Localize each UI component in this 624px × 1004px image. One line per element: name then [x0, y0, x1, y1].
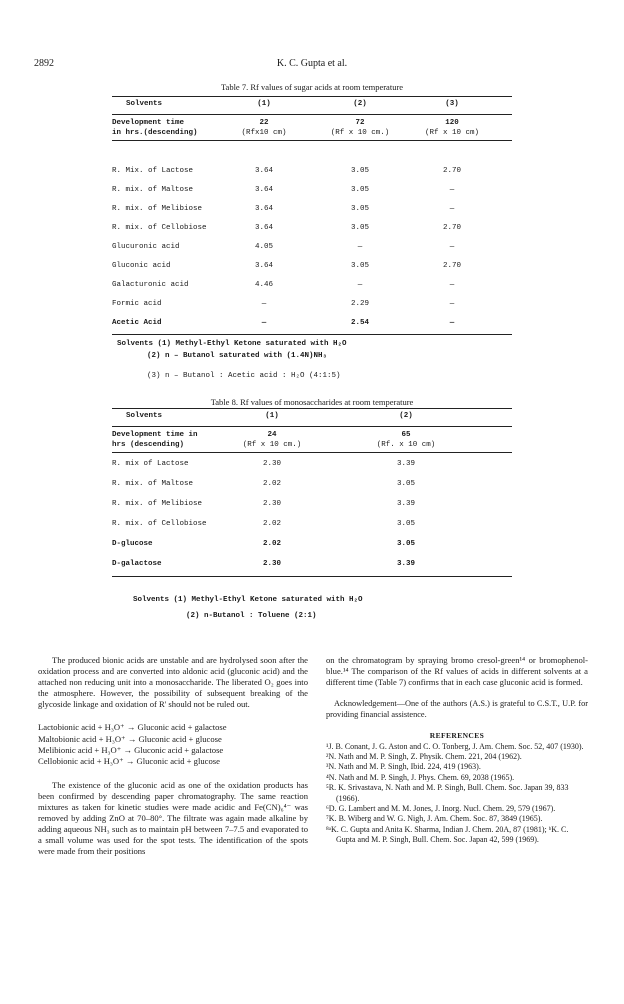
right-column	[326, 655, 588, 846]
acknowledgement: Acknowledgement—One of the authors (A.S.) is grateful to C.S.T., U.P. for providing financial assistence.	[326, 699, 588, 720]
table7-col-3: (3)	[445, 100, 459, 108]
row-value-1: 4.05	[254, 243, 274, 251]
row-value-1: 2.02	[262, 520, 282, 528]
row-value-1: —	[261, 319, 267, 327]
table7-footnote-1: Solvents (1) Methyl-Ethyl Ketone saturated with H₂O	[117, 340, 347, 348]
row-label: R. mix. of Cellobiose	[112, 520, 207, 528]
table7-header-rule	[112, 114, 512, 115]
row-value-2: —	[357, 243, 363, 251]
reference-item: ⁵R. K. Srivastava, N. Nath and M. P. Singh, Bull. Chem. Soc. Japan 39, 833 (1966).	[326, 783, 569, 803]
table7-unit-2: (Rf x 10 cm.)	[330, 129, 390, 137]
table7-top-rule	[112, 96, 512, 97]
table7-dev-label-1: Development time	[112, 119, 185, 127]
table8	[112, 408, 512, 608]
table7-dev-3: 120	[445, 119, 459, 127]
row-value-3: 2.70	[442, 224, 462, 232]
equation-line: Melibionic acid + H₃O⁺ → Gluconic acid + galactose	[38, 744, 224, 755]
table7-dev-rule	[112, 140, 512, 141]
row-value-2: 3.05	[396, 480, 416, 488]
table8-bottom-rule	[112, 576, 512, 577]
running-title: K. C. Gupta et al.	[276, 58, 348, 69]
row-value-2: 3.05	[350, 205, 370, 213]
row-value-3: —	[449, 300, 455, 308]
row-label: R. mix. of Melibiose	[112, 500, 203, 508]
row-value-3: —	[449, 243, 455, 251]
table8-top-rule	[112, 408, 512, 409]
table7-footnote-2: (2) n – Butanol saturated with (1.4N)NH₃	[147, 352, 328, 360]
row-label: Galacturonic acid	[112, 281, 189, 289]
row-value-1: 2.02	[262, 480, 282, 488]
table7-caption: Table 7. Rf values of sugar acids at room temperature	[220, 82, 404, 92]
row-value-3: —	[449, 319, 455, 327]
row-label: R. Mix. of Lactose	[112, 167, 194, 175]
reference-item: ⁶D. G. Lambert and M. M. Jones, J. Inorg. Nucl. Chem. 29, 579 (1967).	[326, 804, 556, 813]
equation-line: Lactobionic acid + H₃O⁺ → Gluconic acid + galactose	[38, 722, 227, 733]
reference-item: ⁴N. Nath and M. P. Singh, J. Phys. Chem. 69, 2038 (1965).	[326, 772, 515, 782]
row-value-1: 2.30	[262, 460, 282, 468]
row-label: D-glucose	[112, 540, 153, 548]
reference-item: ²N. Nath and M. P. Singh, Z. Physik. Chem. 221, 204 (1962).	[326, 751, 522, 761]
table8-header-rule	[112, 426, 512, 427]
table7-bottom-rule	[112, 334, 512, 335]
row-value-3: 2.70	[442, 262, 462, 270]
table8-footnote-2: (2) n-Butanol : Toluene (2:1)	[186, 612, 317, 620]
row-value-2: 3.05	[396, 540, 416, 548]
table8-dev-1: 24	[267, 431, 277, 439]
table8-col-solvents: Solvents	[126, 412, 163, 420]
row-value-1: 2.02	[262, 540, 282, 548]
row-label: Formic acid	[112, 300, 162, 308]
row-value-1: —	[261, 300, 267, 308]
table7-footnote-3: (3) n – Butanol : Acetic acid : H₂O (4:1:5)	[147, 372, 341, 380]
table8-col-1: (1)	[265, 412, 279, 420]
page-number: 2892	[34, 58, 54, 69]
row-label: R. mix. of Maltose	[112, 480, 194, 488]
row-value-1: 3.64	[254, 224, 274, 232]
row-value-2: 2.29	[350, 300, 370, 308]
table7-dev-label-2: in hrs.(descending)	[112, 129, 198, 137]
row-value-1: 3.64	[254, 167, 274, 175]
row-value-1: 3.64	[254, 205, 274, 213]
row-label: Gluconic acid	[112, 262, 171, 270]
left-column	[38, 655, 308, 858]
table7-dev-1: 22	[259, 119, 269, 127]
table8-caption: Table 8. Rf values of monosaccharides at room temperature	[210, 397, 414, 407]
table8-dev-label-2: hrs (descending)	[112, 441, 185, 449]
row-label: R. mix. of Maltose	[112, 186, 194, 194]
table8-unit-1: (Rf x 10 cm.)	[242, 441, 302, 449]
row-label: R. mix. of Cellobiose	[112, 224, 207, 232]
row-label: Acetic Acid	[112, 319, 162, 327]
reference-item: ³N. Nath and M. P. Singh, Ibid. 224, 419 (1963).	[326, 762, 481, 772]
row-value-3: —	[449, 281, 455, 289]
row-value-1: 4.46	[254, 281, 274, 289]
row-value-2: 3.39	[396, 460, 416, 468]
references-heading: REFERENCES	[429, 731, 485, 741]
equation-line: Cellobionic acid + H₃O⁺ → Gluconic acid + glucose	[38, 755, 220, 766]
row-value-2: 3.05	[350, 262, 370, 270]
row-label: R. mix of Lactose	[112, 460, 189, 468]
row-value-2: 3.05	[350, 224, 370, 232]
body-paragraph: on the chromatogram by spraying bromo cresol-green¹⁴ or bromophenol-blue.¹⁴ The comparison of the Rf values of acids in different solvents at a different time (Table 7) confirms that in each case gluconic acid is formed.	[326, 655, 588, 688]
row-value-2: 3.05	[350, 167, 370, 175]
table7-dev-2: 72	[355, 119, 365, 127]
table8-dev-2: 65	[401, 431, 411, 439]
row-value-2: 3.39	[396, 500, 416, 508]
table7-unit-1: (Rfx10 cm)	[241, 129, 287, 137]
row-value-3: —	[449, 205, 455, 213]
table8-dev-rule	[112, 452, 512, 453]
row-label: R. mix. of Melibiose	[112, 205, 203, 213]
row-value-1: 3.64	[254, 262, 274, 270]
reference-item: ⁸ᵃK. C. Gupta and Anita K. Sharma, Indian J. Chem. 20A, 87 (1981); ᵇK. C. Gupta and M. P. Singh, Bull. Chem. Soc. Japan 42, 599 (1969).	[326, 824, 569, 845]
table8-dev-label-1: Development time in	[112, 431, 198, 439]
row-value-2: 2.54	[350, 319, 370, 327]
row-value-2: 3.39	[396, 560, 416, 568]
table7-unit-3: (Rf x 10 cm)	[424, 129, 480, 137]
table7-col-2: (2)	[353, 100, 367, 108]
table8-footnote-1: Solvents (1) Methyl-Ethyl Ketone saturated with H₂O	[133, 596, 363, 604]
row-value-2: —	[357, 281, 363, 289]
row-label: Glucuronic acid	[112, 243, 180, 251]
row-value-1: 2.30	[262, 560, 282, 568]
row-value-1: 2.30	[262, 500, 282, 508]
row-value-3: 2.70	[442, 167, 462, 175]
table7	[112, 96, 512, 346]
equation-line: Maltobionic acid + H₃O⁺ → Gluconic acid + glucose	[38, 733, 222, 744]
table8-unit-2: (Rf. x 10 cm)	[376, 441, 436, 449]
body-paragraph: The produced bionic acids are unstable and are hydrolysed soon after the oxidation process and are converted into aldonic acid (gluconic acid) and the attached non reducing unit into a monosaccharide. The liberated O₂ goes into the atmosphere. However, the possibility of subsequent breaking of the glycoside linkage and oxidation of R' should not be ruled out.	[38, 655, 308, 710]
row-value-2: 3.05	[396, 520, 416, 528]
page-header	[34, 58, 590, 72]
reference-item: ¹J. B. Conant, J. G. Aston and C. O. Tonberg, J. Am. Chem. Soc. 52, 407 (1930).	[326, 741, 584, 751]
table7-col-1: (1)	[257, 100, 271, 108]
table8-col-2: (2)	[399, 412, 413, 420]
reference-item: ⁷K. B. Wiberg and W. G. Nigh, J. Am. Chem. Soc. 87, 3849 (1965).	[326, 814, 543, 824]
row-value-1: 3.64	[254, 186, 274, 194]
body-paragraph: The existence of the gluconic acid as one of the oxidation products has been confirmed by descending paper chromatography. The same reaction mixtures as taken for kinetic studies were made acidic and Fe(CN)₆⁴⁻ was removed by adding ZnO at 70–80°. The filtrate was again made alkaline by adding aqueous NH₃ such as to maintain pH between 7–7.5 and evaporated to a small volume was used for the spot tests. The identification of the spots were made from their positions	[38, 779, 308, 857]
row-value-2: 3.05	[350, 186, 370, 194]
table7-col-solvents: Solvents	[126, 100, 163, 108]
row-value-3: —	[449, 186, 455, 194]
row-label: D-galactose	[112, 560, 162, 568]
